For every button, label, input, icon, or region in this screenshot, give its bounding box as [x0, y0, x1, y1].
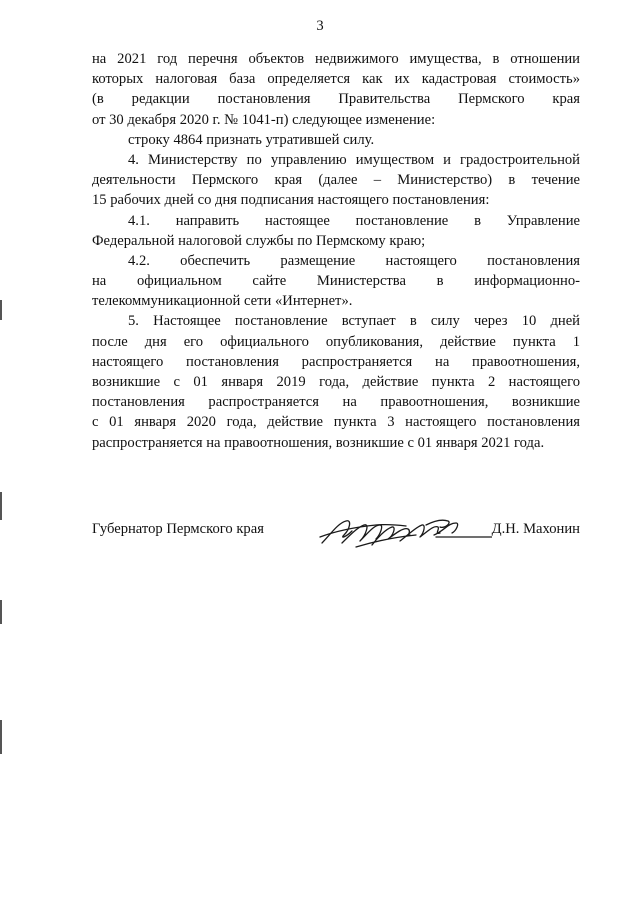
body-line: 5. Настоящее постановление вступает в силу через 10 дней	[128, 313, 580, 330]
scan-edge-mark	[0, 492, 2, 520]
scan-edge-mark	[0, 720, 2, 754]
document-body	[92, 49, 580, 453]
signer-title: Губернатор Пермского края	[92, 521, 264, 537]
body-line: 4. Министерству по управлению имуществом и градостроительной	[128, 151, 580, 168]
body-line: которых налоговая база определяется как их кадастровая стоимость»	[92, 71, 580, 88]
handwritten-signature	[316, 513, 492, 553]
body-line: (в редакции постановления Правительства Пермского края	[92, 91, 580, 108]
page-number: 3	[316, 18, 324, 34]
signer-name: Д.Н. Махонин	[491, 521, 580, 537]
body-line: деятельности Пермского края (далее – Министерство) в течение	[92, 172, 580, 189]
body-line: строку 4864 признать утратившей силу.	[128, 131, 375, 148]
body-line: от 30 декабря 2020 г. № 1041-п) следующее изменение:	[92, 111, 436, 128]
signature-block	[92, 513, 580, 553]
body-line: 4.1. направить настоящее постановление в Управление	[128, 212, 580, 229]
scan-edge-mark	[0, 600, 2, 624]
body-line: распространяется на правоотношения, возникшие с 01 января 2021 года.	[92, 434, 545, 451]
body-line: на 2021 год перечня объектов недвижимого имущества, в отношении	[92, 51, 580, 67]
body-line: с 01 января 2020 года, действие пункта 3 настоящего постановления	[92, 414, 580, 431]
body-line: 15 рабочих дней со дня подписания настоящего постановления:	[92, 192, 490, 209]
body-line: Федеральной налоговой службы по Пермскому краю;	[92, 232, 426, 249]
body-line: на официальном сайте Министерства в информационно-	[92, 273, 580, 290]
body-line: постановления распространяется на правоотношения, возникшие	[92, 394, 580, 411]
body-line: настоящего постановления распространяется на правоотношения,	[92, 353, 580, 370]
body-line: возникшие с 01 января 2019 года, действие пункта 2 настоящего	[92, 374, 580, 390]
body-line: телекоммуникационной сети «Интернет».	[92, 293, 353, 310]
body-line: после дня его официального опубликования, действие пункта 1	[92, 333, 580, 350]
scan-edge-mark	[0, 300, 2, 320]
body-line: 4.2. обеспечить размещение настоящего постановления	[128, 252, 580, 269]
